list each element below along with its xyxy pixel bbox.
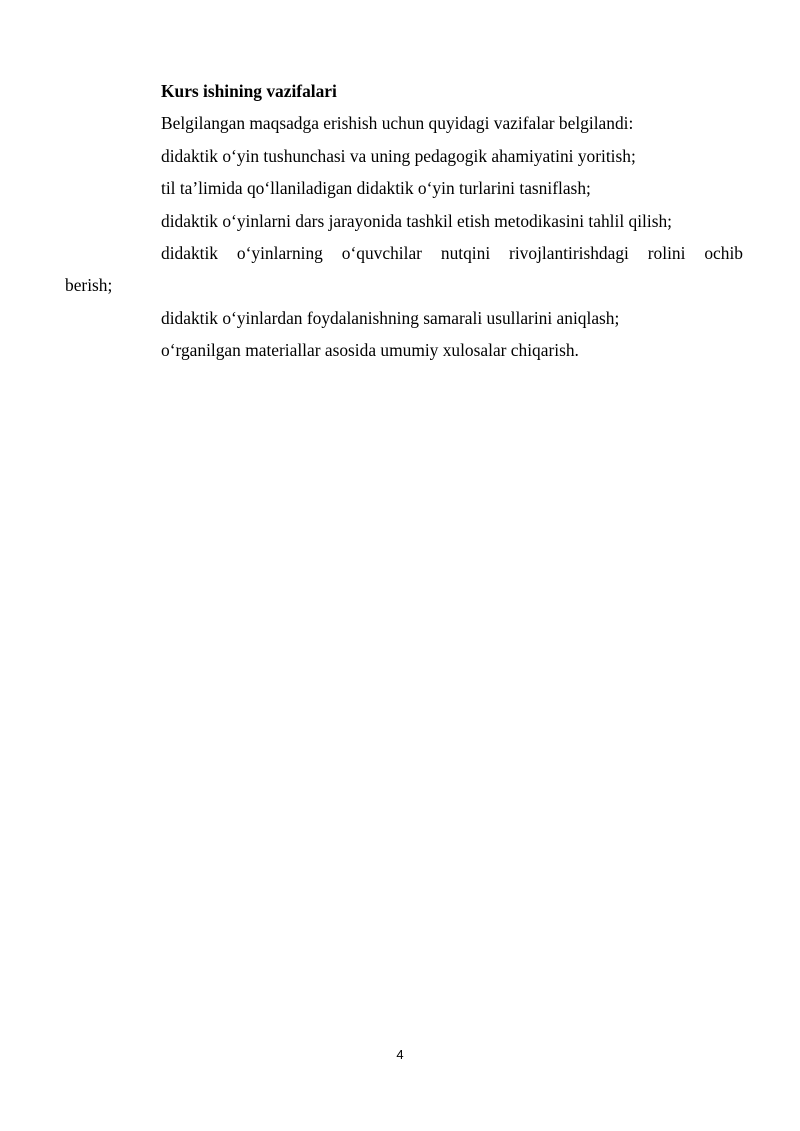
task-item-4-line-1: didaktik o‘yinlarning o‘quvchilar nutqini rivojlantirishdagi rolini ochib bbox=[161, 243, 743, 264]
task-item-1: didaktik o‘yin tushunchasi va uning pedagogik ahamiyatini yoritish; bbox=[161, 145, 636, 166]
task-item-4 bbox=[65, 237, 743, 302]
page-content bbox=[65, 75, 743, 367]
page-number: 4 bbox=[396, 1047, 404, 1062]
task-item-4-line-2: berish; bbox=[65, 275, 113, 296]
task-item-3: didaktik o‘yinlarni dars jarayonida tashkil etish metodikasini tahlil qilish; bbox=[161, 210, 673, 231]
task-item-5: didaktik o‘yinlardan foydalanishning samarali usullarini aniqlash; bbox=[161, 307, 620, 328]
section-heading: Kurs ishining vazifalari bbox=[161, 81, 337, 101]
task-item-6: o‘rganilgan materiallar asosida umumiy xulosalar chiqarish. bbox=[161, 340, 579, 361]
task-item-2: til ta’limida qo‘llaniladigan didaktik o‘yin turlarini tasniflash; bbox=[161, 178, 591, 199]
intro-paragraph: Belgilangan maqsadga erishish uchun quyidagi vazifalar belgilandi: bbox=[161, 113, 634, 134]
